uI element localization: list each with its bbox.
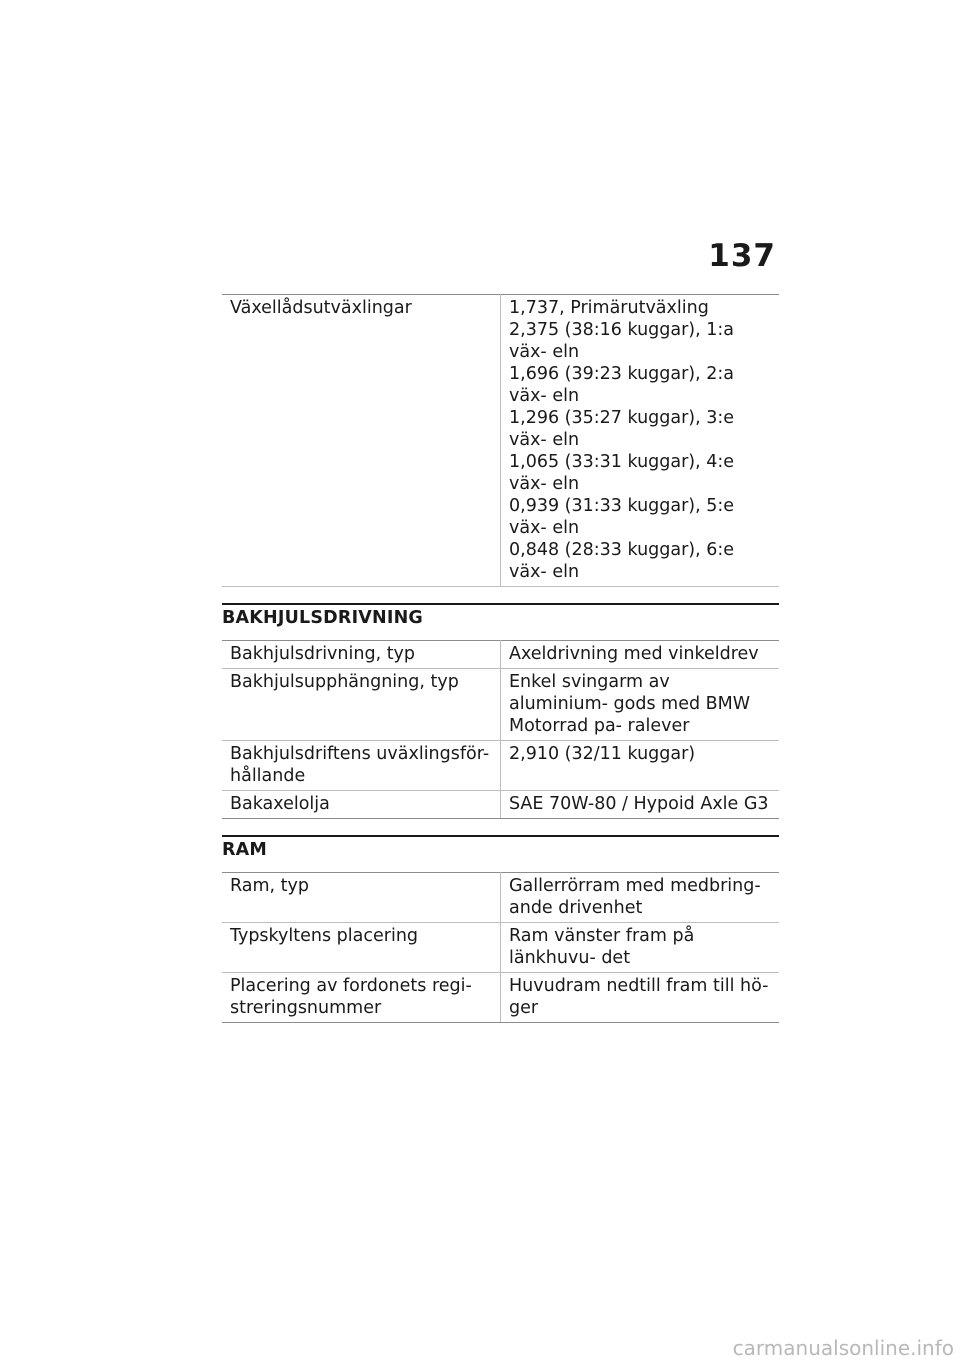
- gearbox-values: [501, 295, 780, 587]
- row-value: Ram vänster fram på länkhuvu- det: [501, 923, 780, 973]
- table-row: [222, 641, 779, 669]
- table-row: [222, 923, 779, 973]
- rear-drive-table: [222, 640, 779, 819]
- gear-ratio-3: 1,296 (35:27 kuggar), 3:e väx- eln: [509, 408, 735, 450]
- gear-ratio-2: 1,696 (39:23 kuggar), 2:a väx- eln: [509, 364, 735, 406]
- page-number: 137: [708, 238, 776, 274]
- table-row: [222, 669, 779, 741]
- row-label: Bakhjulsdriftens uväxlingsför- hållande: [222, 741, 501, 791]
- gearbox-table: [222, 294, 779, 587]
- row-value: Enkel svingarm av aluminium- gods med BMW Motorrad pa- ralever: [501, 669, 780, 741]
- watermark-url: carmanualsonline.info: [732, 1336, 954, 1360]
- table-row: [222, 741, 779, 791]
- row-value: Huvudram nedtill fram till hö- ger: [501, 973, 780, 1023]
- row-label: Bakaxelolja: [222, 791, 501, 819]
- section-title-frame: RAM: [222, 835, 779, 861]
- table-row: [222, 295, 779, 587]
- row-value: Gallerrörram med medbring- ande drivenhet: [501, 873, 780, 923]
- gear-ratio-4: 1,065 (33:31 kuggar), 4:e väx- eln: [509, 452, 735, 494]
- table-row: [222, 973, 779, 1023]
- gear-ratio-5: 0,939 (31:33 kuggar), 5:e väx- eln: [509, 496, 735, 538]
- gear-ratio-1: 2,375 (38:16 kuggar), 1:a väx- eln: [509, 320, 735, 362]
- row-label: Bakhjulsdrivning, typ: [222, 641, 501, 669]
- table-row: [222, 791, 779, 819]
- row-label: Typskyltens placering: [222, 923, 501, 973]
- section-title-rear-drive: BAKHJULSDRIVNING: [222, 603, 779, 629]
- row-value: 2,910 (32/11 kuggar): [501, 741, 780, 791]
- gearbox-label: Växellådsutväxlingar: [222, 295, 501, 587]
- row-value: Axeldrivning med vinkeldrev: [501, 641, 780, 669]
- row-label: Placering av fordonets regi- streringsnummer: [222, 973, 501, 1023]
- gear-ratio-primary: 1,737, Primärutväxling: [509, 298, 709, 318]
- table-row: [222, 873, 779, 923]
- frame-table: [222, 872, 779, 1023]
- gear-ratio-6: 0,848 (28:33 kuggar), 6:e väx- eln: [509, 540, 735, 582]
- row-label: Bakhjulsupphängning, typ: [222, 669, 501, 741]
- spec-content: [222, 294, 779, 1023]
- row-value: SAE 70W-80 / Hypoid Axle G3: [501, 791, 780, 819]
- row-label: Ram, typ: [222, 873, 501, 923]
